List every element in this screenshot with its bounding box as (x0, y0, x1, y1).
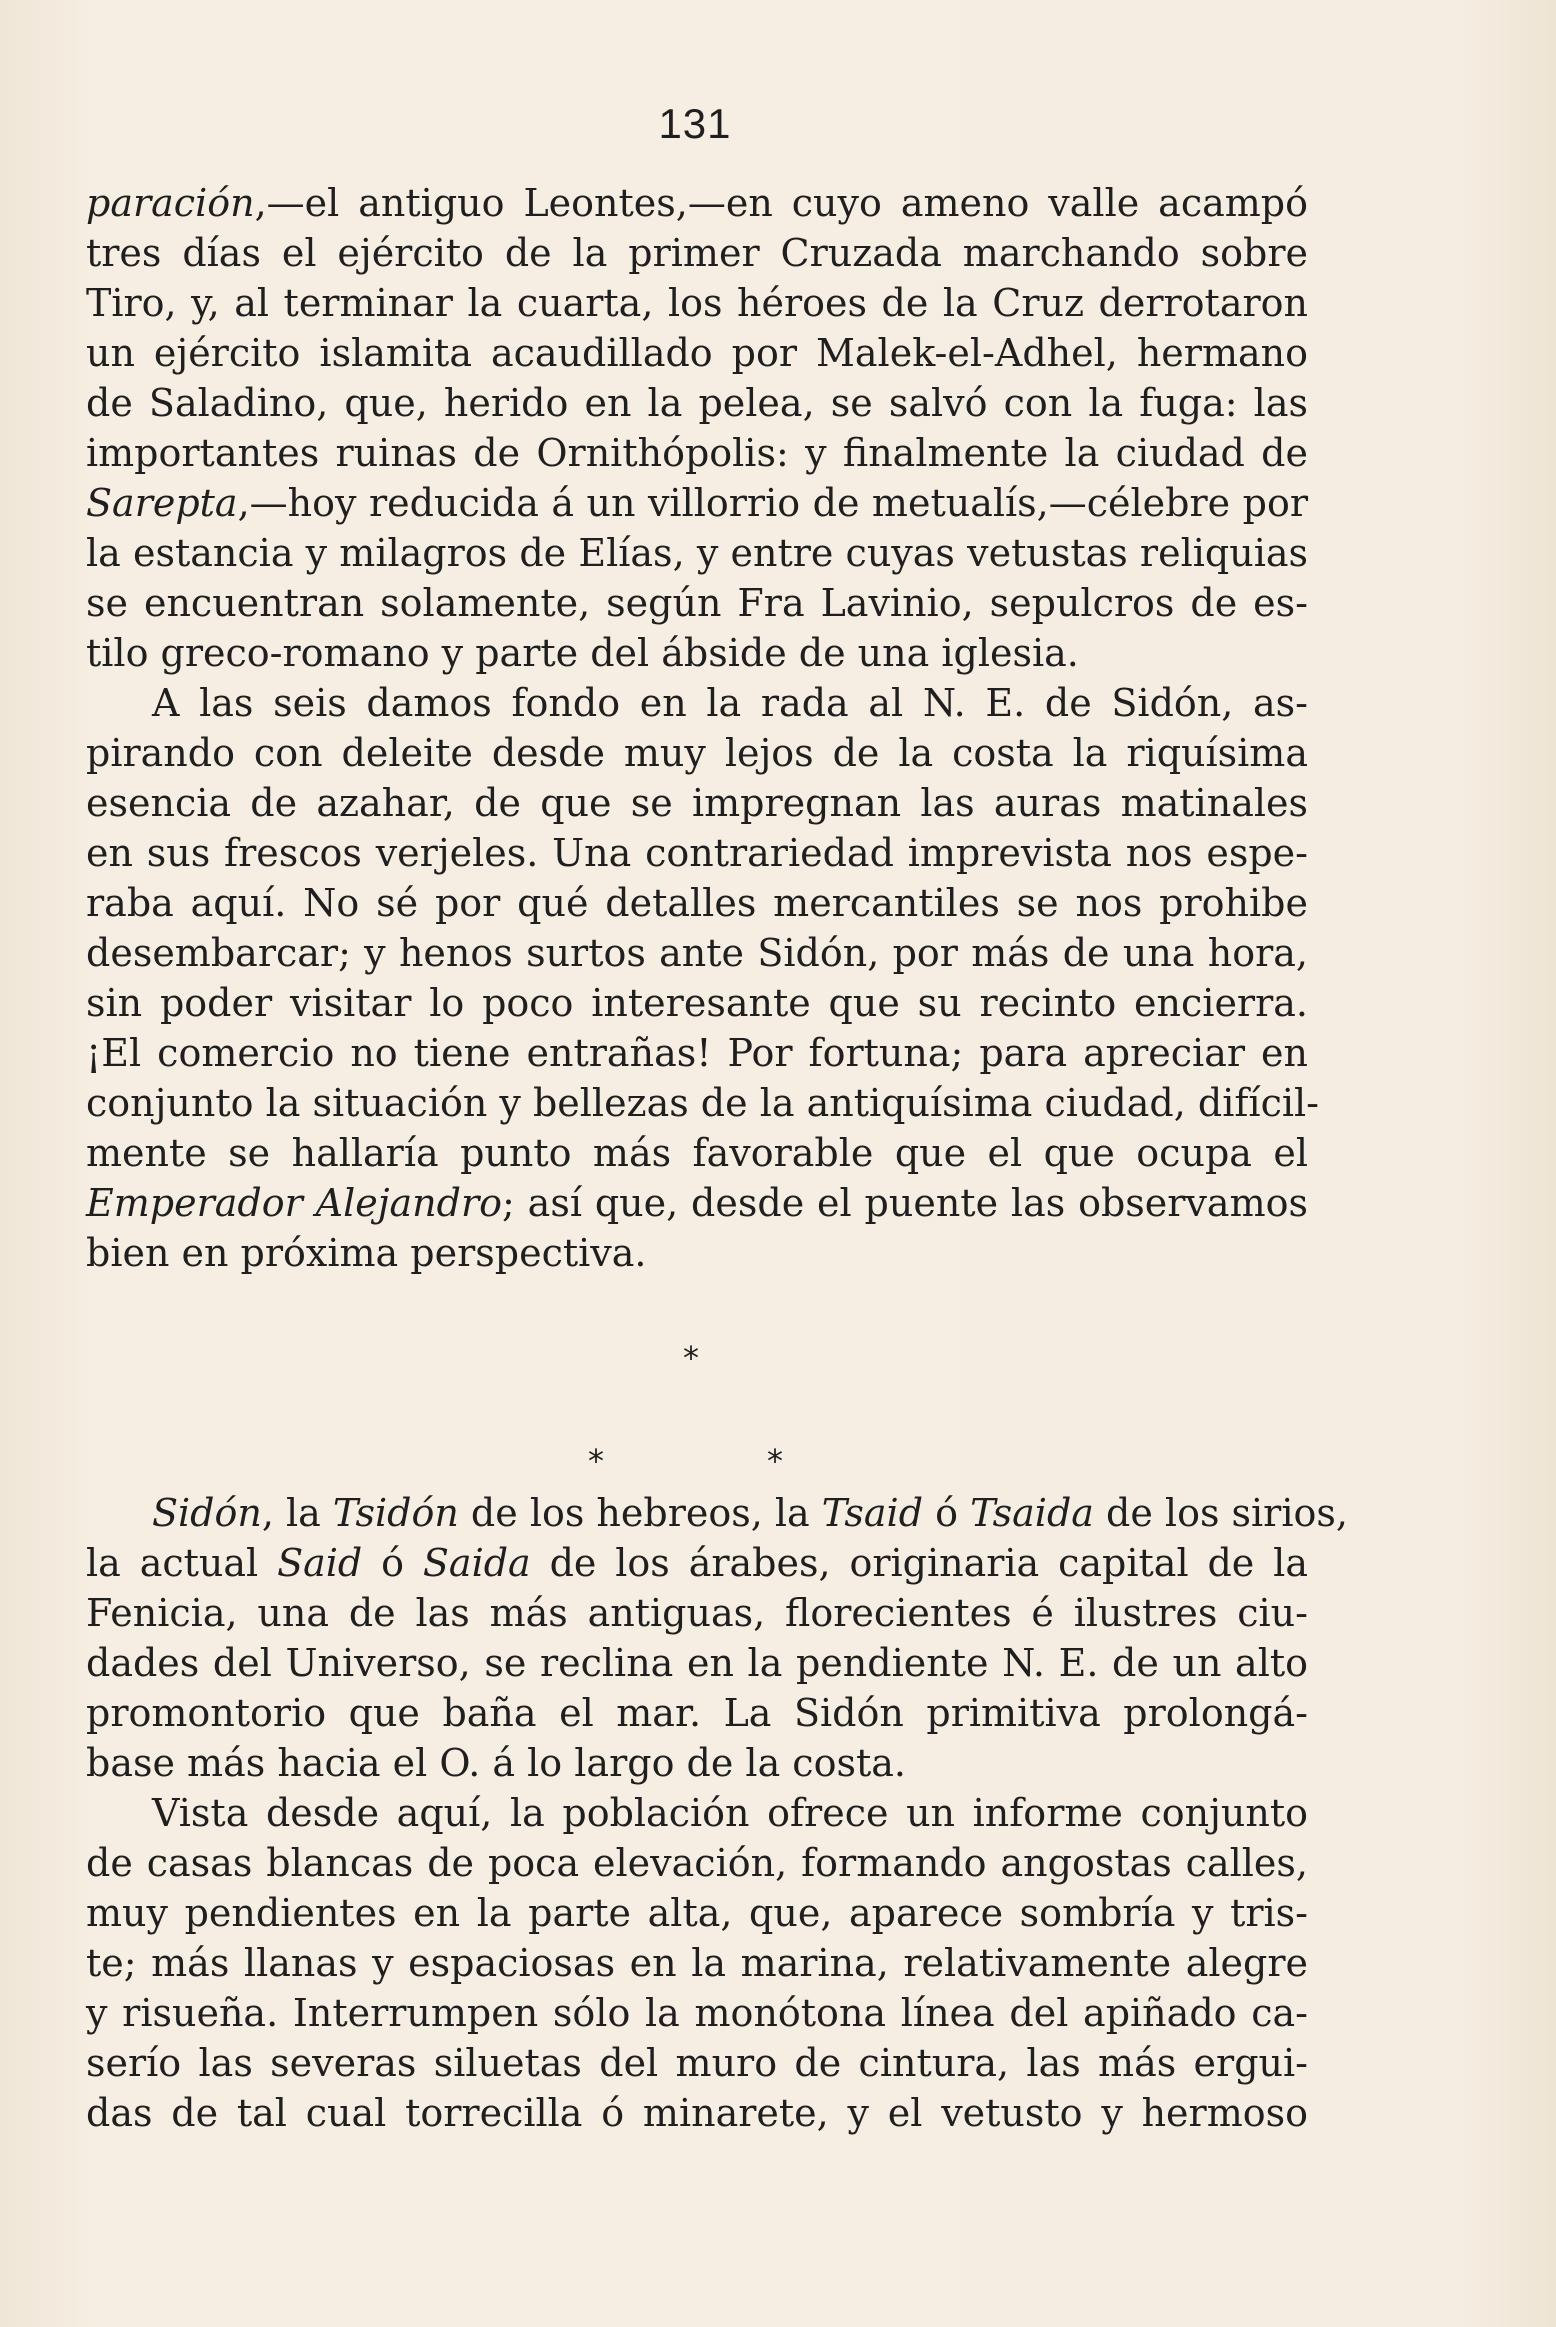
text-segment: conjunto la situación y bellezas de la antiquísima ciudad, difícil- (86, 1081, 1320, 1125)
text-line (86, 1028, 1308, 1078)
text-segment: la estancia y milagros de Elías, y entre cuyas vetustas reliquias (86, 531, 1308, 575)
text-segment: Vista desde aquí, la población ofrece un informe conjunto (152, 1791, 1308, 1835)
text-line (86, 778, 1308, 828)
text-segment: ó (362, 1541, 423, 1585)
text-segment: desembarcar; y henos surtos ante Sidón, por más de una hora, (86, 931, 1308, 975)
text-segment: pirando con deleite desde muy lejos de la costa la riquísima (86, 731, 1308, 775)
text-line (86, 2088, 1308, 2138)
text-segment: te; más llanas y espaciosas en la marina, relativamente alegre (86, 1941, 1308, 1985)
text-segment: base más hacia el O. á lo largo de la costa. (86, 1741, 906, 1785)
text-segment: tilo greco-romano y parte del ábside de una iglesia. (86, 631, 1079, 675)
text-line (86, 528, 1308, 578)
text-segment: bien en próxima perspectiva. (86, 1231, 647, 1275)
page-number: 131 (658, 100, 732, 147)
text-segment: ,—hoy reducida á un villorrio de metualís,—célebre por (237, 481, 1308, 525)
text-segment: importantes ruinas de Ornithópolis: y finalmente la ciudad de (86, 431, 1308, 475)
text-line (86, 1588, 1308, 1638)
italic-text-segment: paración (86, 181, 255, 225)
text-segment: se encuentran solamente, según Fra Lavinio, sepulcros de es- (86, 581, 1308, 625)
text-segment: y risueña. Interrumpen sólo la monótona línea del apiñado ca- (86, 1991, 1308, 2035)
text-block-sidon (86, 1488, 1348, 2138)
text-segment: mente se hallaría punto más favorable que el que ocupa el (86, 1131, 1308, 1175)
text-line (86, 378, 1308, 428)
italic-text-segment: Tsidón (332, 1491, 459, 1535)
text-line (86, 428, 1308, 478)
italic-text-segment: Saida (422, 1541, 531, 1585)
asterisk-top: * (683, 1339, 699, 1377)
text-line (86, 1938, 1308, 1988)
text-line (86, 728, 1308, 778)
text-segment: muy pendientes en la parte alta, que, aparece sombría y tris- (86, 1891, 1308, 1935)
text-block-continuation (86, 178, 1320, 1278)
text-line (86, 1788, 1308, 1838)
italic-text-segment: Tsaida (970, 1491, 1094, 1535)
text-line (86, 478, 1308, 528)
text-segment: das de tal cual torrecilla ó minarete, y el vetusto y hermoso (86, 2091, 1308, 2135)
text-segment: ; así que, desde el puente las observamos (502, 1181, 1308, 1225)
text-line (86, 1838, 1308, 1888)
text-line (86, 1538, 1308, 1588)
text-line (86, 1688, 1308, 1738)
text-segment: dades del Universo, se reclina en la pendiente N. E. de un alto (86, 1641, 1308, 1685)
text-segment: A las seis damos fondo en la rada al N. E. de Sidón, as- (152, 681, 1308, 725)
text-segment: de los árabes, originaria capital de la (530, 1541, 1308, 1585)
text-segment: sin poder visitar lo poco interesante que su recinto encierra. (86, 981, 1308, 1025)
text-segment: ¡El comercio no tiene entrañas! Por fortuna; para apreciar en (86, 1031, 1308, 1075)
asterisk-left: * (588, 1442, 604, 1480)
text-line (86, 1488, 1348, 1538)
text-segment: en sus frescos verjeles. Una contrariedad imprevista nos espe- (86, 831, 1308, 875)
text-line (86, 878, 1308, 928)
text-line (86, 1988, 1308, 2038)
text-line (86, 1078, 1320, 1128)
text-line (86, 1228, 1308, 1278)
text-segment: de casas blancas de poca elevación, formando angostas calles, (86, 1841, 1308, 1885)
text-line (86, 178, 1308, 228)
text-segment: de Saladino, que, herido en la pelea, se salvó con la fuga: las (86, 381, 1308, 425)
text-segment: ,—el antiguo Leontes,—en cuyo ameno valle acampó (254, 181, 1308, 225)
text-line (86, 1888, 1308, 1938)
italic-text-segment: Said (277, 1541, 363, 1585)
text-segment: esencia de azahar, de que se impregnan las auras matinales (86, 781, 1308, 825)
text-segment: de los sirios, (1093, 1491, 1348, 1535)
text-line (86, 228, 1308, 278)
text-line (86, 628, 1308, 678)
text-segment: Tiro, y, al terminar la cuarta, los héroes de la Cruz derrotaron (86, 281, 1308, 325)
italic-text-segment: Tsaid (821, 1491, 924, 1535)
italic-text-segment: Sidón (152, 1491, 262, 1535)
italic-text-segment: Sarepta (86, 481, 238, 525)
text-line (86, 678, 1308, 728)
text-line (86, 328, 1308, 378)
text-segment: , la (261, 1491, 333, 1535)
text-line (86, 1638, 1308, 1688)
text-line (86, 2038, 1308, 2088)
text-line (86, 928, 1308, 978)
text-segment: un ejército islamita acaudillado por Malek-el-Adhel, hermano (86, 331, 1308, 375)
text-segment: ó (923, 1491, 971, 1535)
text-segment: tres días el ejército de la primer Cruzada marchando sobre (86, 231, 1308, 275)
text-segment: serío las severas siluetas del muro de cintura, las más ergui- (86, 2041, 1308, 2085)
text-line (86, 978, 1308, 1028)
text-segment: de los hebreos, la (458, 1491, 822, 1535)
asterisk-right: * (767, 1442, 783, 1480)
text-line (86, 828, 1308, 878)
text-line (86, 1178, 1308, 1228)
text-segment: raba aquí. No sé por qué detalles mercantiles se nos prohibe (86, 881, 1308, 925)
text-segment: promontorio que baña el mar. La Sidón primitiva prolongá- (86, 1691, 1308, 1735)
text-line (86, 1738, 1308, 1788)
text-segment: Fenicia, una de las más antiguas, florecientes é ilustres ciu- (86, 1591, 1308, 1635)
italic-text-segment: Emperador Alejandro (86, 1181, 502, 1225)
text-segment: la actual (86, 1541, 278, 1585)
text-line (86, 278, 1308, 328)
text-line (86, 578, 1308, 628)
text-line (86, 1128, 1308, 1178)
